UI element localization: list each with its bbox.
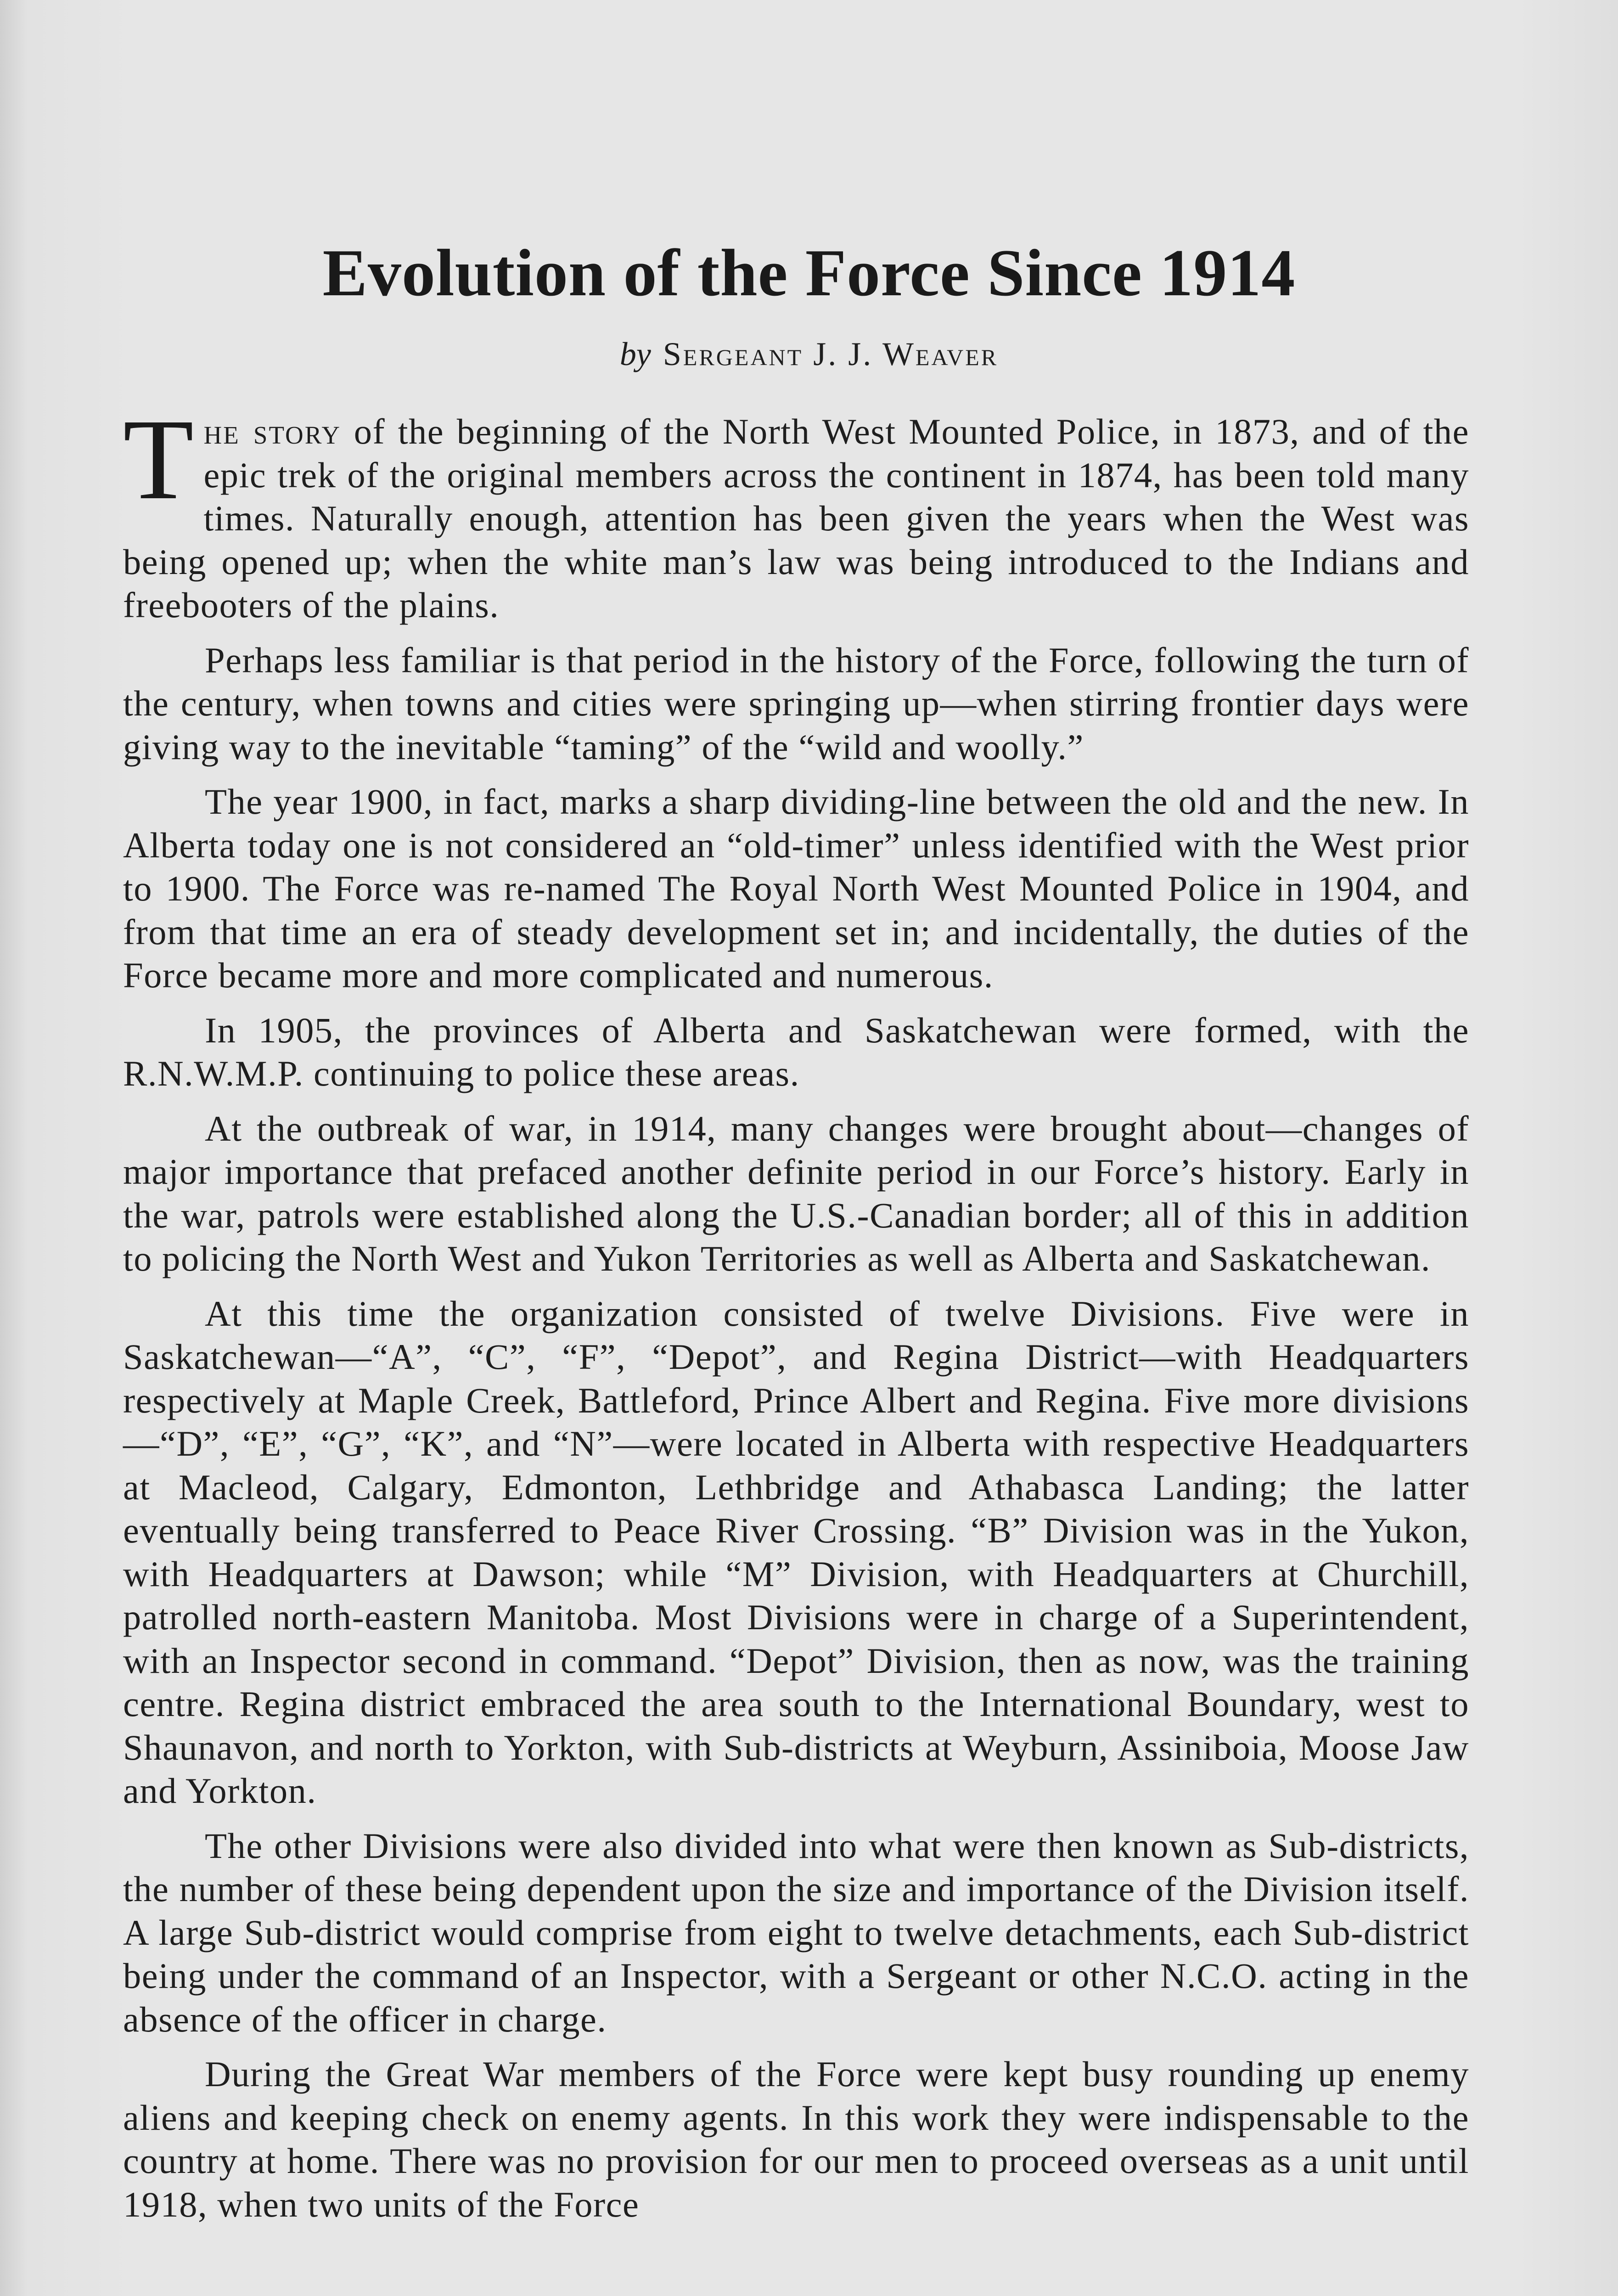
paragraph-1-text: of the beginning of the North West Mounted Police, in 1873, and of the epic trek of the original members across the continent in 1874, has been told many times. Naturally enough, attention has been given the years when the West was being opened up; when the white man’s law was being introduced to the Indians and freebooters of the plains. <box>123 411 1469 625</box>
article-title: Evolution of the Force Since 1914 <box>322 236 1296 310</box>
drop-cap: T <box>123 395 195 523</box>
paragraph-4: In 1905, the provinces of Alberta and Saskatchewan were formed, with the R.N.W.M.P. continuing to police these areas. <box>123 1010 1469 1093</box>
paragraph-1 <box>123 395 1469 627</box>
paragraph-8: During the Great War members of the Force were kept busy rounding up enemy aliens and keeping check on enemy agents. In this work they were indispensable to the country at home. There was no provision for our men to proceed overseas as a unit until 1918, when two units of the Force <box>123 2054 1469 2224</box>
paragraph-5: At the outbreak of war, in 1914, many changes were brought about—changes of major importance that prefaced another definite period in our Force’s history. Early in the war, patrols were established along the U.S.-Canadian border; all of this in addition to policing the North West and Yukon Territories as well as Alberta and Saskatchewan. <box>123 1108 1469 1278</box>
byline-by: by <box>619 336 651 372</box>
lead-in-smallcaps: he story <box>203 411 342 451</box>
paragraph-2: Perhaps less familiar is that period in the history of the Force, following the turn of the century, when towns and cities were springing up—when stirring frontier days were giving way to the inevitable “taming” of the “wild and woolly.” <box>123 640 1469 767</box>
article-body <box>123 395 1469 2238</box>
paragraph-3: The year 1900, in fact, marks a sharp dividing-line between the old and the new. In Alberta today one is not considered an “old-timer” unless identified with the West prior to 1900. The Force was re-named The Royal North West Mounted Police in 1904, and from that time an era of steady development set in; and incidentally, the duties of the Force became more and more complicated and numerous. <box>123 782 1469 995</box>
paragraph-6: At this time the organization consisted of twelve Divisions. Five were in Saskatchewan—“A”, “C”, “F”, “Depot”, and Regina District—with Headquarters respectively at Maple Creek, Battleford, Prince Albert and Regina. Five more divisions—“D”, “E”, “G”, “K”, and “N”—were located in Alberta with respective Headquarters at Macleod, Calgary, Edmonton, Lethbridge and Athabasca Landing; the latter eventually being transferred to Peace River Crossing. “B” Division was in the Yukon, with Headquarters at Dawson; while “M” Division, with Headquarters at Churchill, patrolled north-eastern Manitoba. Most Divisions were in charge of a Superintendent, with an Inspector second in command. “Depot” Division, then as now, was the training centre. Regina district embraced the area south to the International Boundary, west to Shaunavon, and north to Yorkton, with Sub-districts at Weyburn, Assiniboia, Moose Jaw and Yorkton. <box>123 1293 1469 1811</box>
paragraph-7: The other Divisions were also divided into what were then known as Sub-districts, the number of these being dependent upon the size and importance of the Division itself. A large Sub-district would comprise from eight to twelve detachments, each Sub-district being under the command of an Inspector, with a Sergeant or other N.C.O. acting in the absence of the officer in charge. <box>123 1825 1469 2039</box>
byline <box>0 335 1618 373</box>
byline-author: Sergeant J. J. Weaver <box>663 336 999 372</box>
